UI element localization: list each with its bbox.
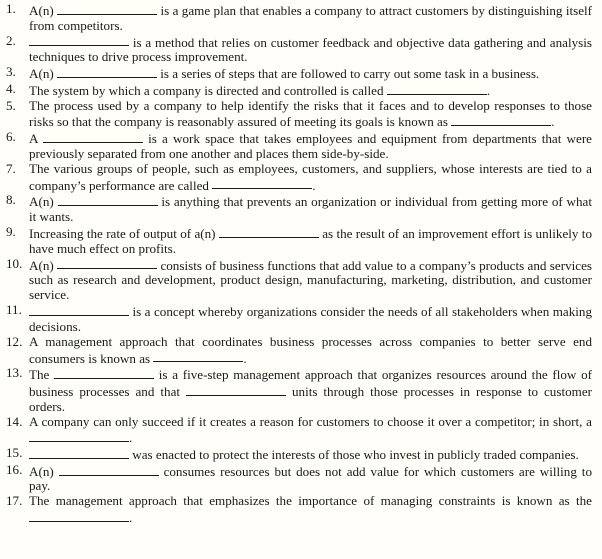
question-number: 6. — [6, 129, 16, 145]
question-text: The system by which a company is directed and controlled is called — [29, 82, 384, 98]
question-text: is anything that prevents an organization or individual from getting more of what it wants. — [29, 194, 592, 225]
question-text: A(n) — [29, 463, 54, 479]
question-number: 7. — [6, 160, 16, 176]
answer-blank[interactable] — [58, 193, 158, 206]
question-text: A — [29, 130, 38, 146]
answer-blank[interactable] — [387, 82, 487, 95]
question-6 — [6, 130, 592, 162]
question-number: 13. — [6, 365, 23, 381]
question-text: is a five-step management approach that organizes resources around the flow of business processes and that — [29, 367, 592, 399]
question-number: 11. — [6, 302, 22, 318]
question-text: was enacted to protect the interests of those who invest in publicly traded companies. — [132, 446, 579, 462]
question-text: . — [486, 82, 491, 98]
question-2 — [6, 34, 592, 66]
question-16 — [6, 463, 592, 495]
question-14 — [6, 415, 592, 447]
answer-blank[interactable] — [212, 177, 312, 190]
question-text: The management approach that emphasizes the importance of managing constraints is known as the — [29, 493, 592, 509]
question-1 — [6, 2, 592, 34]
question-text: consists of business functions that add value to a company’s products and services such as research and development, product design, manufacturing, marketing, distribution, and customer service. — [29, 257, 592, 303]
question-text: units through those processes in response to customer orders. — [29, 383, 592, 414]
answer-blank[interactable] — [219, 225, 319, 238]
question-17 — [6, 494, 592, 526]
question-15 — [6, 446, 592, 463]
question-13 — [6, 366, 592, 414]
question-number: 15. — [6, 445, 23, 461]
question-text: consumes resources but does not add value for which customers are willing to pay. — [29, 463, 592, 494]
question-text: . — [551, 114, 555, 130]
question-text: A company can only succeed if it creates a reason for customers to choose it over a competitor; in short, a — [29, 413, 592, 429]
question-number: 2. — [6, 32, 16, 48]
question-number: 17. — [6, 493, 23, 509]
question-text: . — [312, 177, 316, 193]
question-number: 1. — [6, 1, 16, 16]
answer-blank[interactable] — [57, 2, 157, 15]
answer-blank[interactable] — [29, 303, 129, 316]
question-text: is a method that relies on customer feedback and objective data gathering and analysis techniques to drive process improvement. — [29, 34, 592, 65]
question-3 — [6, 65, 592, 82]
question-number: 10. — [6, 255, 23, 271]
question-number: 5. — [6, 97, 16, 113]
question-text: The various groups of people, such as employees, customers, and suppliers, whose interests are tied to a company’s performance are called — [29, 160, 592, 193]
question-text: is a concept whereby organizations consider the needs of all stakeholders when making decisions. — [29, 303, 593, 334]
question-text: The process used by a company to help identify the risks that it faces and to develop responses to those risks so that the company is reasonably assured of meeting its goals is known as — [29, 97, 592, 130]
question-number: 3. — [6, 64, 16, 80]
answer-blank[interactable] — [186, 383, 286, 396]
question-9 — [6, 225, 592, 257]
question-number: 16. — [6, 461, 23, 477]
answer-blank[interactable] — [29, 509, 129, 522]
answer-blank[interactable] — [29, 446, 129, 459]
answer-blank[interactable] — [153, 350, 243, 363]
answer-blank[interactable] — [29, 34, 129, 47]
question-text: Increasing the rate of output of a(n) — [29, 225, 216, 241]
question-number: 8. — [6, 192, 16, 208]
answer-blank[interactable] — [451, 113, 551, 126]
question-10 — [6, 257, 592, 304]
question-8 — [6, 193, 592, 225]
question-11 — [6, 303, 592, 335]
question-text: A(n) — [29, 257, 54, 273]
question-number: 9. — [6, 223, 16, 239]
question-4 — [6, 82, 592, 99]
question-5 — [6, 99, 592, 131]
question-number: 4. — [6, 80, 16, 96]
answer-blank[interactable] — [57, 65, 157, 78]
question-text: A(n) — [29, 2, 54, 18]
question-text: A(n) — [29, 194, 54, 210]
question-text: is a series of steps that are followed to carry out some task in a business. — [160, 65, 540, 81]
question-number: 14. — [6, 413, 23, 429]
answer-blank[interactable] — [59, 463, 159, 476]
question-number: 12. — [6, 333, 23, 349]
answer-blank[interactable] — [43, 130, 143, 143]
question-text: . — [243, 350, 247, 366]
question-text: A management approach that coordinates business processes across companies to better serve end consumers is known as — [29, 333, 592, 366]
question-text: is a game plan that enables a company to attract customers by distinguishing itself from competitors. — [29, 2, 593, 33]
question-text: A(n) — [29, 65, 54, 81]
answer-blank[interactable] — [54, 366, 154, 379]
question-text: The — [29, 367, 50, 382]
question-text: . — [129, 430, 133, 446]
question-12 — [6, 335, 592, 367]
question-text: as the result of an improvement effort is unlikely to have much effect on profits. — [29, 225, 592, 256]
question-text: is a work space that takes employees and equipment from departments that were previously separated from one another and places them side-by-side. — [29, 130, 592, 161]
question-7 — [6, 162, 592, 194]
answer-blank[interactable] — [29, 429, 129, 442]
answer-blank[interactable] — [57, 257, 157, 270]
question-text: . — [129, 510, 133, 526]
